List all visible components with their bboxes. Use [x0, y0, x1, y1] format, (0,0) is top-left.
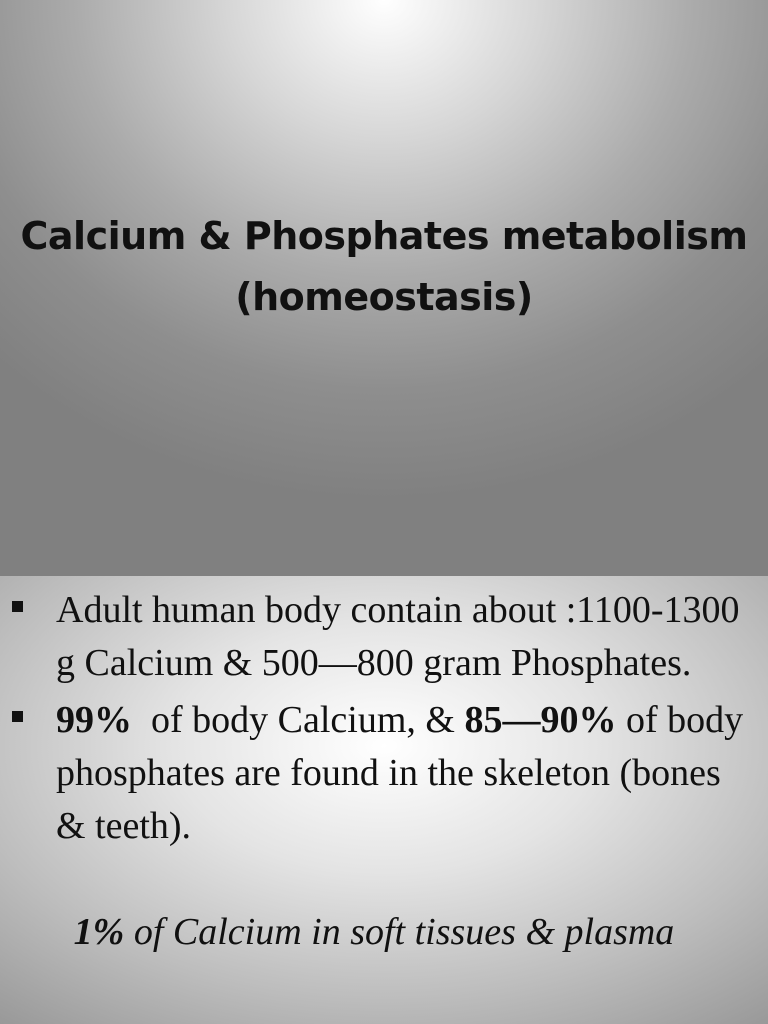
- phosphate-percent: 85—90%: [464, 699, 617, 741]
- bullet-item-body-content: [0, 584, 768, 690]
- slide-title-line-1: Calcium & Phosphates metabolism: [20, 214, 748, 258]
- bullet-text: Adult human body contain about :1100-1300 g Calcium & 500—800 gram Phosphates.: [56, 589, 740, 684]
- square-bullet-icon: [12, 711, 23, 722]
- bullet-list: [0, 584, 768, 857]
- calcium-percent: 99%: [56, 699, 132, 741]
- slide-title: [0, 206, 768, 328]
- soft-tissue-percent: 1%: [73, 911, 125, 953]
- square-bullet-icon: [12, 601, 23, 612]
- soft-tissue-text: of Calcium in soft tissues & plasma: [124, 911, 675, 953]
- soft-tissue-note: [0, 906, 768, 959]
- bullet-text-part-2: of body phosphates are found in the skeleton (bones & teeth).: [56, 699, 744, 847]
- bullet-item-skeleton: [0, 694, 768, 853]
- slide-title-line-2: (homeostasis): [235, 275, 533, 319]
- bullet-text-part-1: of body Calcium, &: [132, 699, 465, 741]
